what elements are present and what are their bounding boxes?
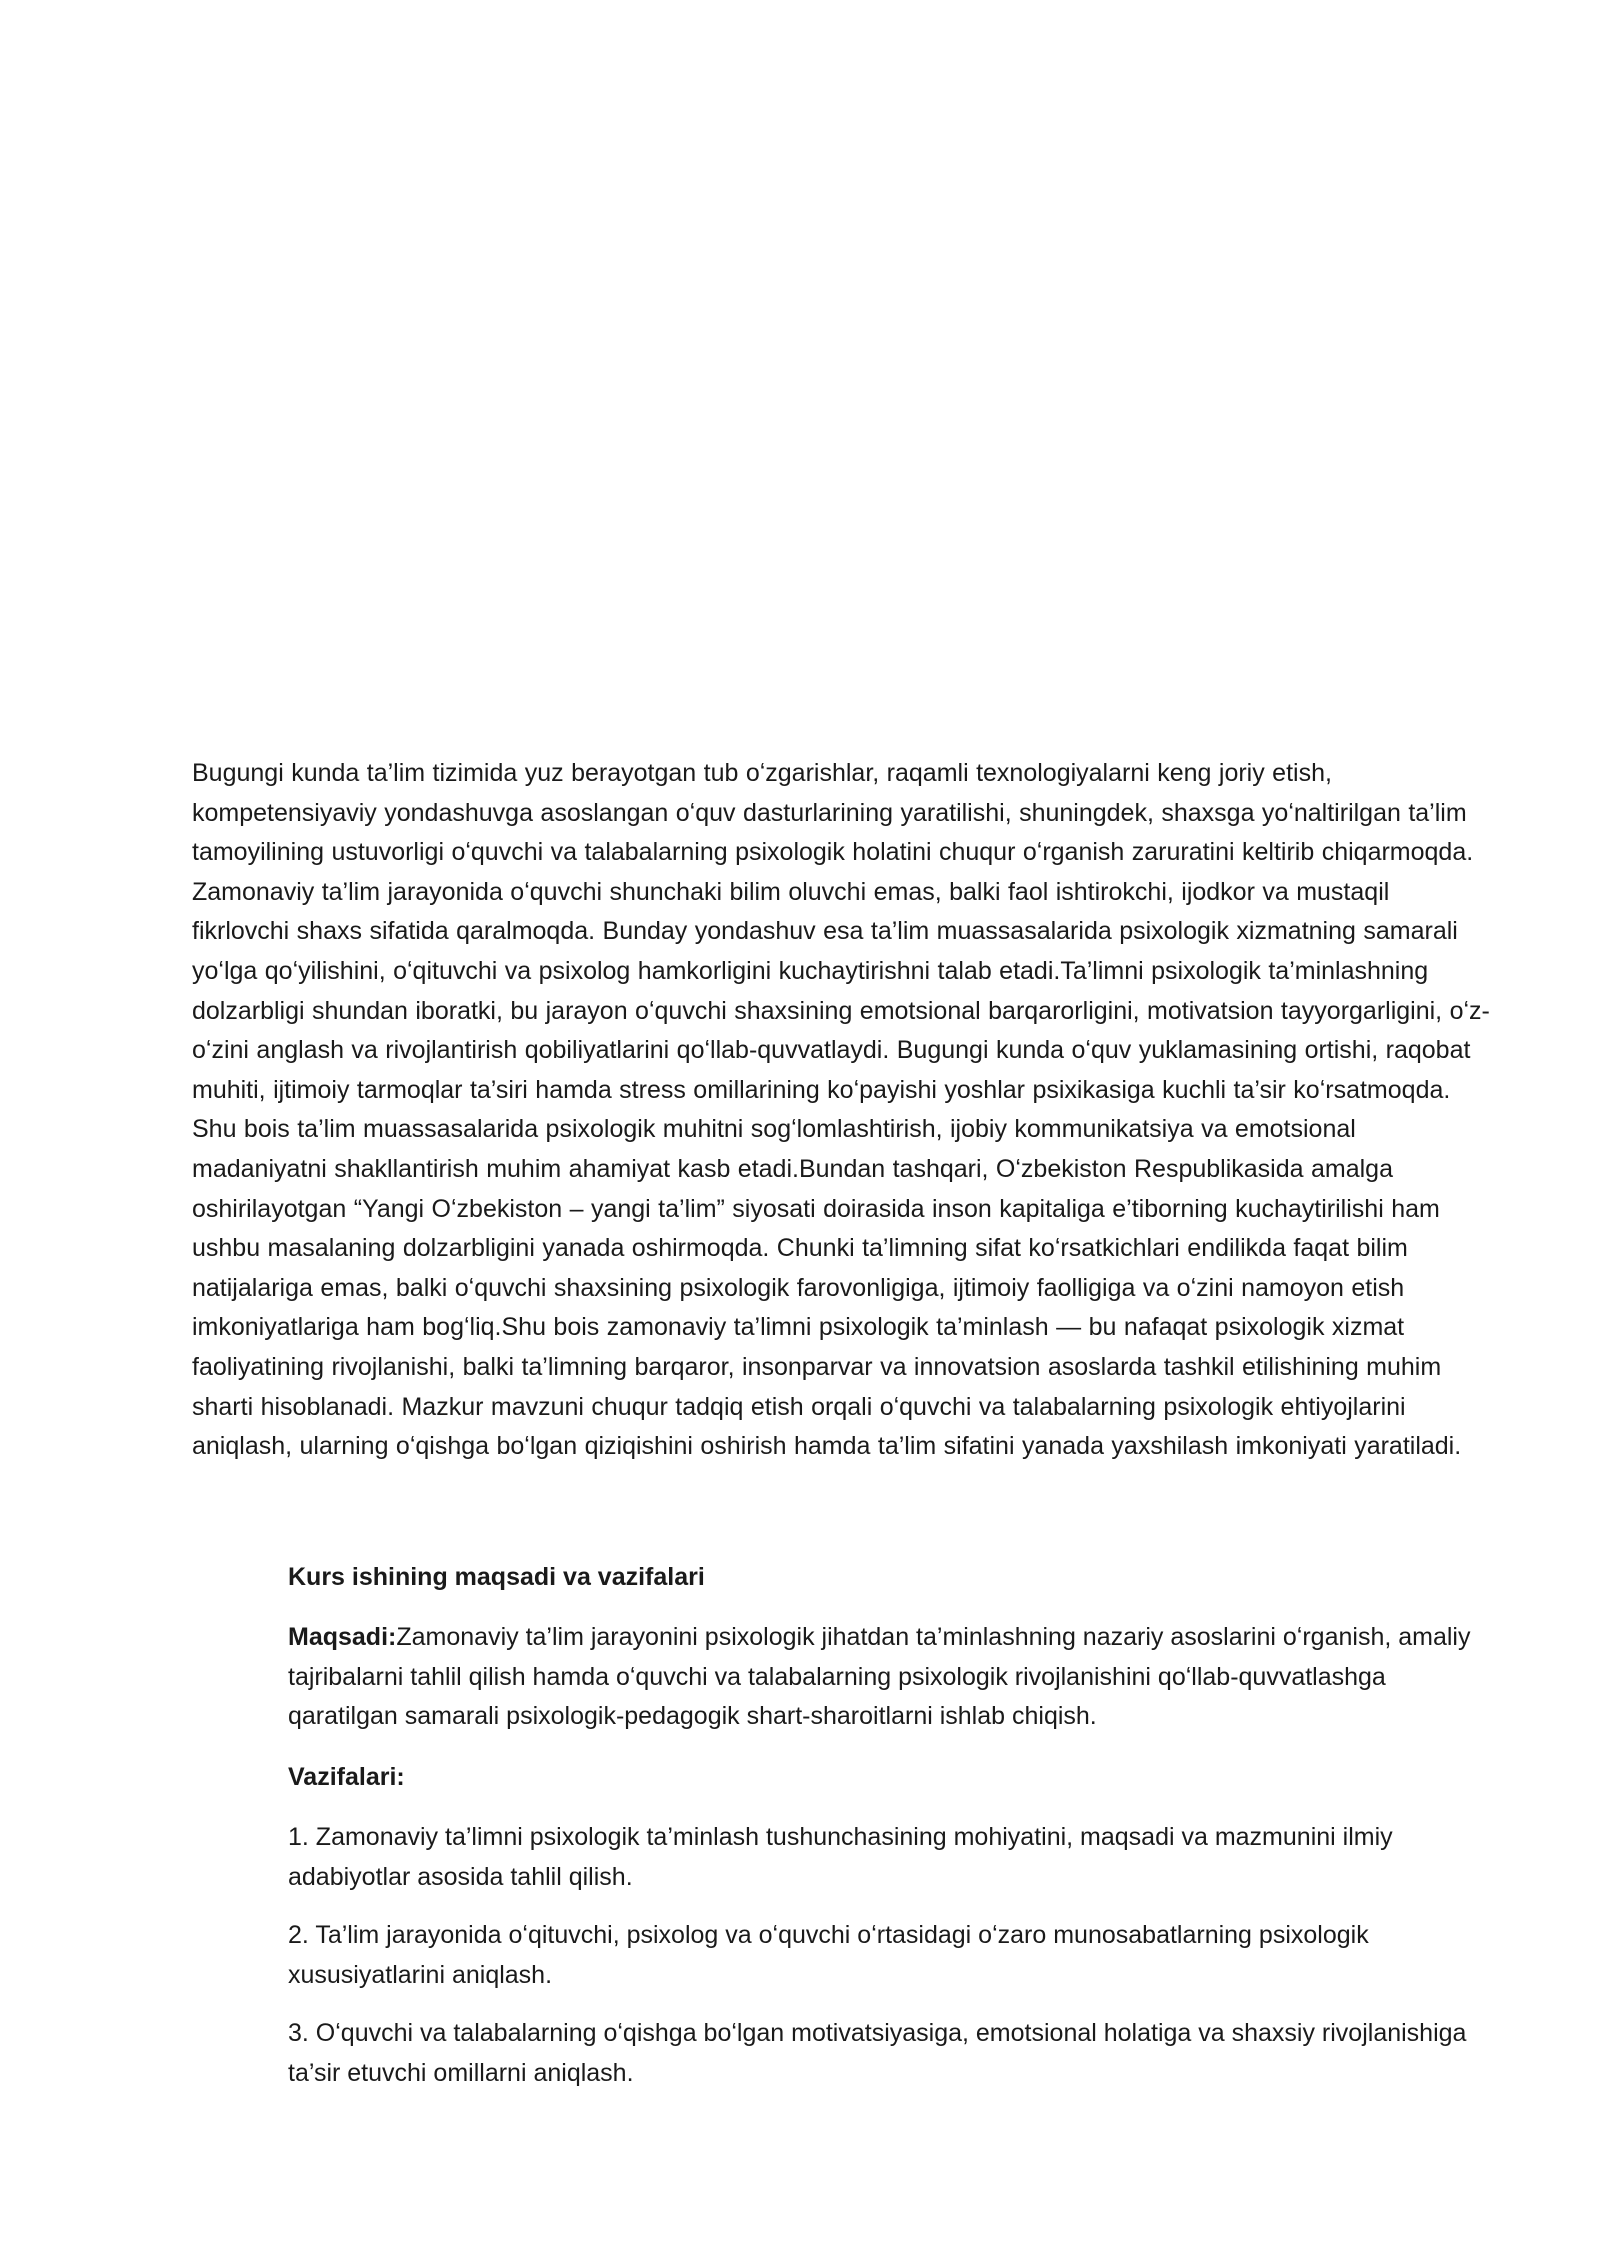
- task-item-1: 1. Zamonaviy ta’limni psixologik ta’minlash tushunchasining mohiyatini, maqsadi va mazmunini ilmiy adabiyotlar asosida tahlil qilish.: [288, 1823, 1393, 1891]
- tasks-heading: Vazifalari:: [288, 1763, 405, 1791]
- task-item-3: 3. Oʻquvchi va talabalarning oʻqishga boʻlgan motivatsiyasiga, emotsional holatiga va shaxsiy rivojlanishiga ta’sir etuvchi omillarni aniqlash.: [288, 2019, 1467, 2087]
- intro-paragraph: Bugungi kunda ta’lim tizimida yuz berayotgan tub oʻzgarishlar, raqamli texnologiyalarni keng joriy etish, kompetensiyaviy yondashuvga asoslangan oʻquv dasturlarining yaratilishi, shuningdek, shaxsga yoʻnaltirilgan ta’lim tamoyilining ustuvorligi oʻquvchi va talabalarning psixologik holatini chuqur oʻrganish zaruratini keltirib chiqarmoqda. Zamonaviy ta’lim jarayonida oʻquvchi shunchaki bilim oluvchi emas, balki faol ishtirokchi, ijodkor va mustaqil fikrlovchi shaxs sifatida qaralmoqda. Bunday yondashuv esa ta’lim muassasalarida psixologik xizmatning samarali yoʻlga qoʻyilishini, oʻqituvchi va psixolog hamkorligini kuchaytirishni talab etadi.Ta’limni psixologik ta’minlashning dolzarbligi shundan iboratki, bu jarayon oʻquvchi shaxsining emotsional barqarorligini, motivatsion tayyorgarligini, oʻz-oʻzini anglash va rivojlantirish qobiliyatlarini qoʻllab-quvvatlaydi. Bugungi kunda oʻquv yuklamasining ortishi, raqobat muhiti, ijtimoiy tarmoqlar ta’siri hamda stress omillarining koʻpayishi yoshlar psixikasiga kuchli ta’sir koʻrsatmoqda. Shu bois ta’lim muassasalarida psixologik muhitni sogʻlomlashtirish, ijobiy kommunikatsiya va emotsional madaniyatni shakllantirish muhim ahamiyat kasb etadi.Bundan tashqari, Oʻzbekiston Respublikasida amalga oshirilayotgan “Yangi Oʻzbekiston – yangi ta’lim” siyosati doirasida inson kapitaliga e’tiborning kuchaytirilishi ham ushbu masalaning dolzarbligini yanada oshirmoqda. Chunki ta’limning sifat koʻrsatkichlari endilikda faqat bilim natijalariga emas, balki oʻquvchi shaxsining psixologik farovonligiga, ijtimoiy faolligiga va oʻzini namoyon etish imkoniyatlariga ham bogʻliq.Shu bois zamonaviy ta’limni psixologik ta’minlash — bu nafaqat psixologik xizmat faoliyatining rivojlanishi, balki ta’limning barqaror, insonparvar va innovatsion asoslarda tashkil etilishining muhim sharti hisoblanadi. Mazkur mavzuni chuqur tadqiq etish orqali oʻquvchi va talabalarning psixologik ehtiyojlarini aniqlash, ularning oʻqishga boʻlgan qiziqishini oshirish hamda ta’lim sifatini yanada yaxshilash imkoniyati yaratiladi.: [192, 759, 1490, 1461]
- goal-paragraph: [288, 1618, 1488, 1737]
- goal-text: Zamonaviy ta’lim jarayonini psixologik jihatdan ta’minlashning nazariy asoslarini oʻrganish, amaliy tajribalarni tahlil qilish hamda oʻquvchi va talabalarning psixologik rivojlanishini qoʻllab-quvvatlashga qaratilgan samarali psixologik-pedagogik shart-sharoitlarni ishlab chiqish.: [288, 1623, 1471, 1731]
- task-item-2: 2. Ta’lim jarayonida oʻqituvchi, psixolog va oʻquvchi oʻrtasidagi oʻzaro munosabatlarning psixologik xususiyatlarini aniqlash.: [288, 1921, 1369, 1989]
- section-heading: Kurs ishining maqsadi va vazifalari: [288, 1563, 705, 1591]
- goal-label: Maqsadi:: [288, 1623, 397, 1651]
